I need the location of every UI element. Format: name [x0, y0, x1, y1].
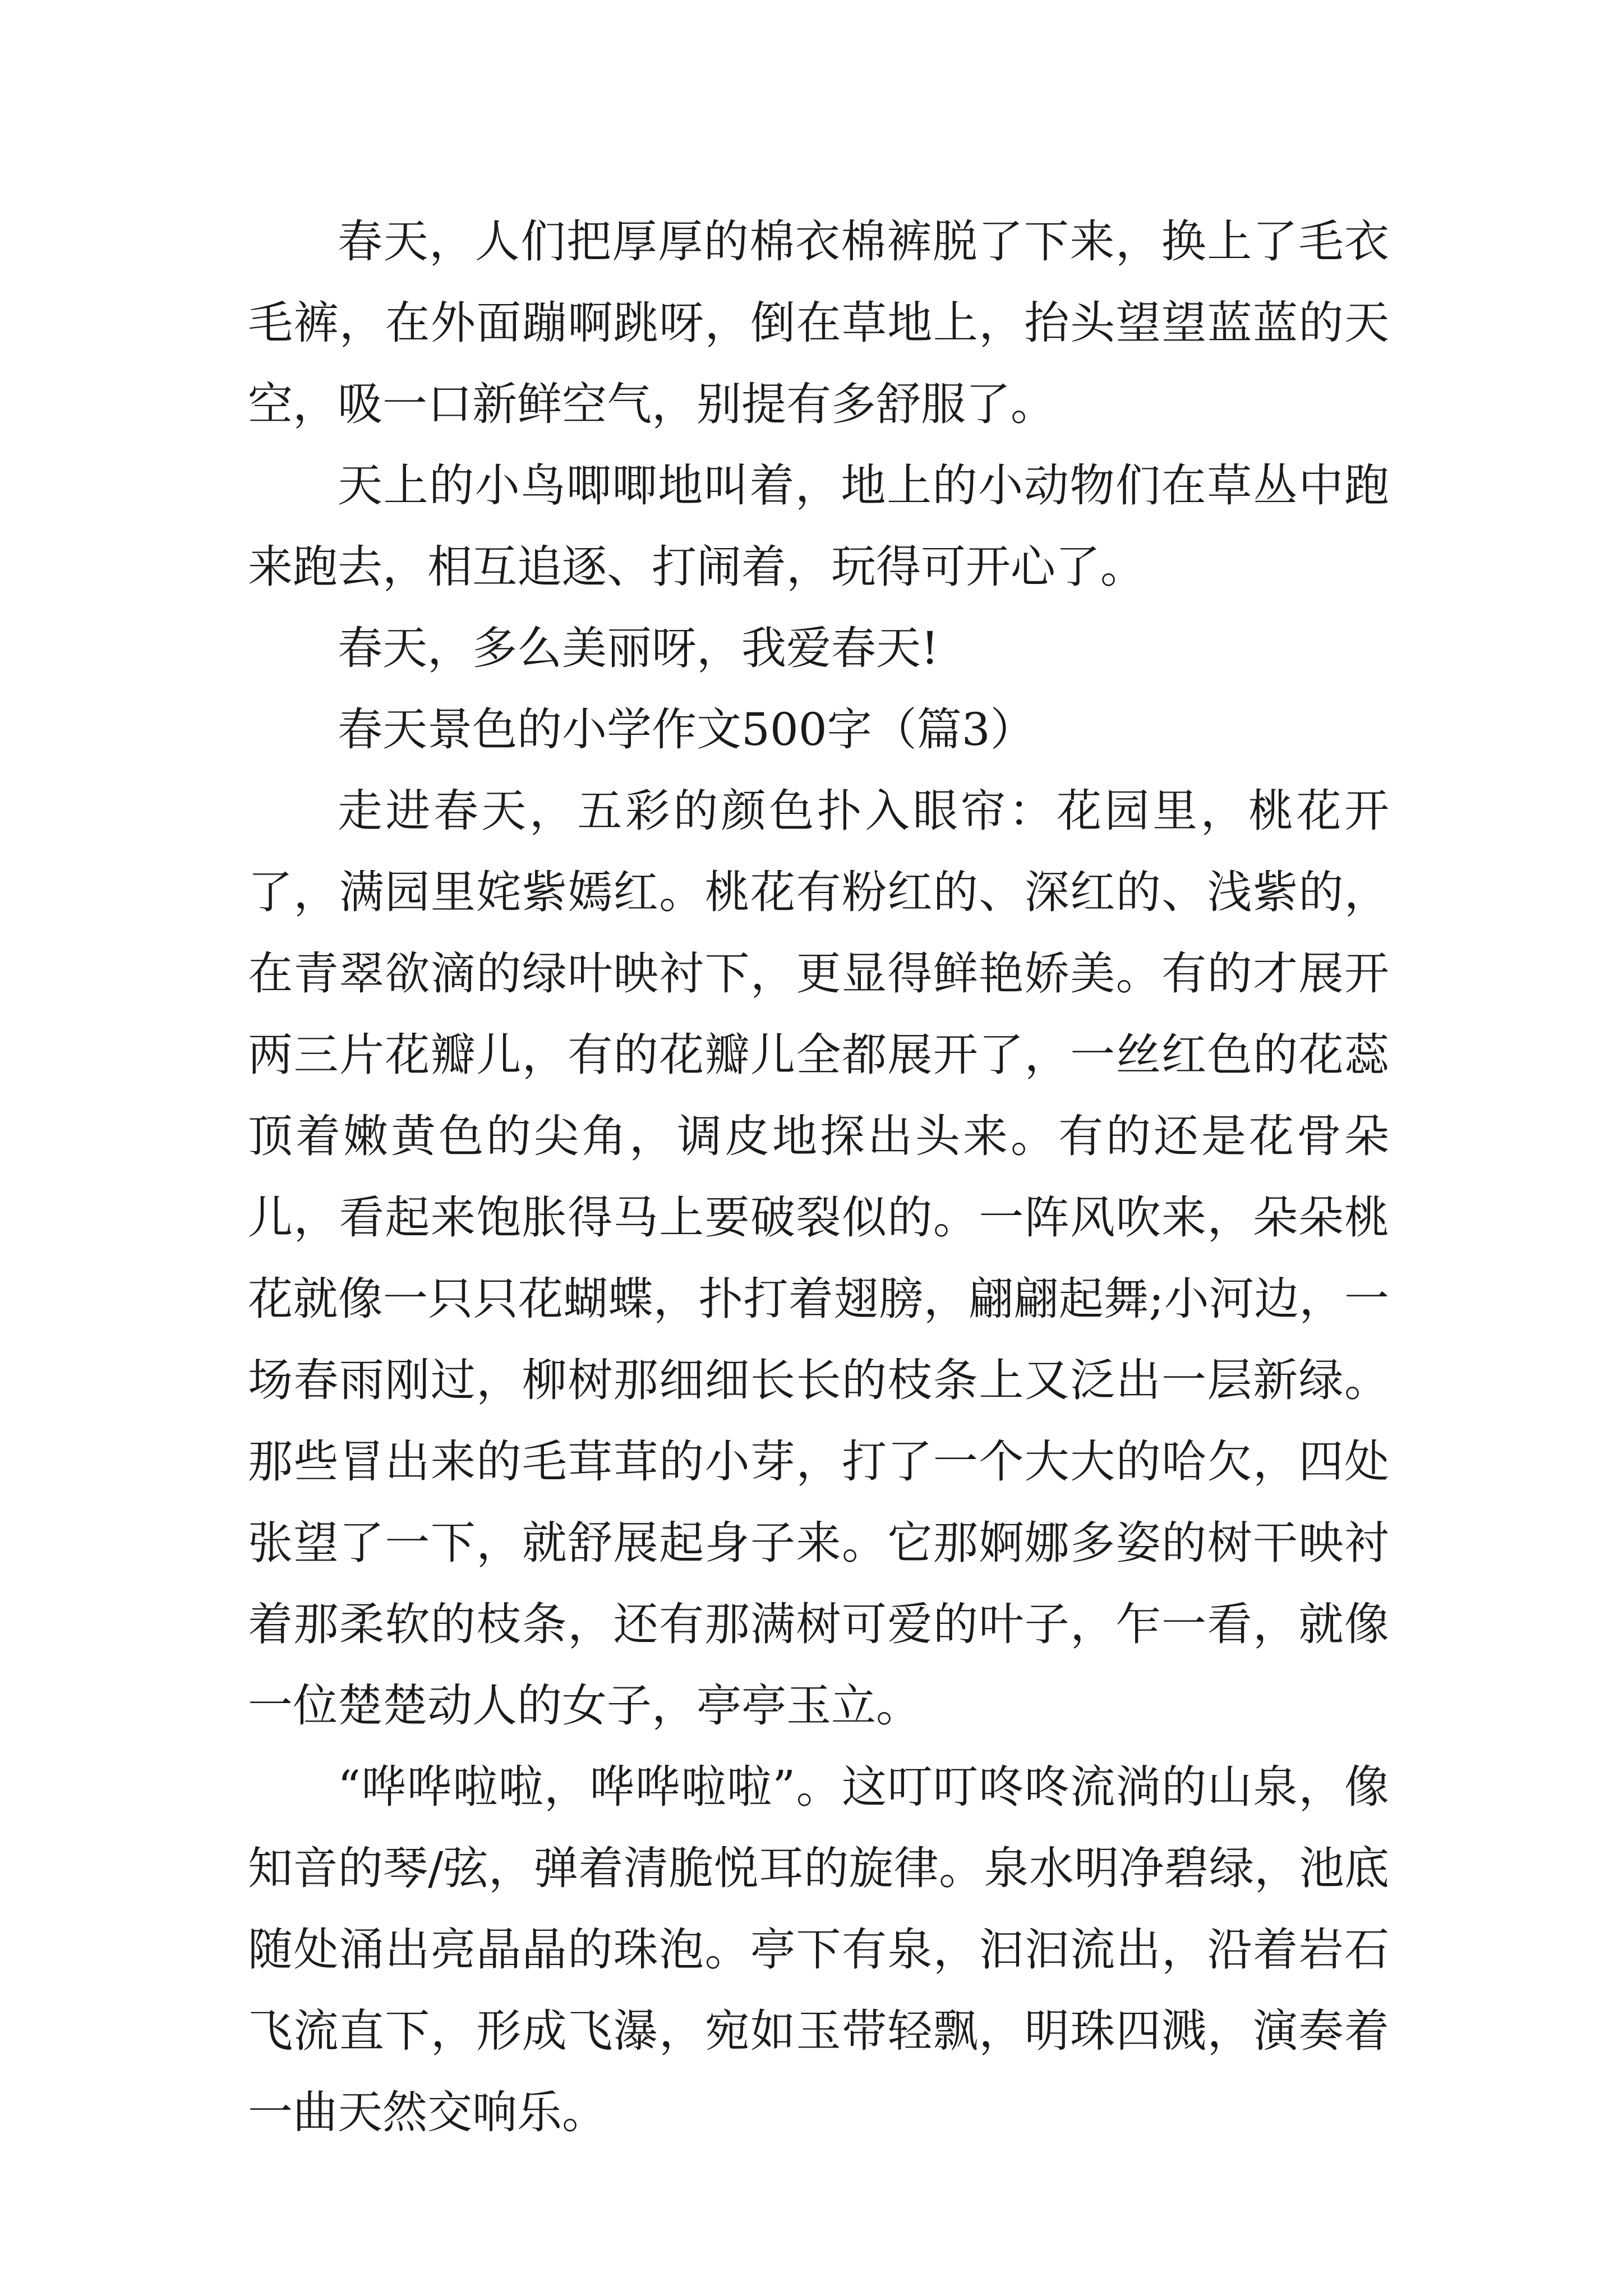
paragraph: 春天，多么美丽呀，我爱春天!: [338, 622, 939, 674]
paragraph: 天上的小鸟唧唧地叫着，地上的小动物们在草丛中跑来跑去，相互追逐、打闹着，玩得可开心了。: [248, 459, 1389, 593]
document-body: [248, 201, 1389, 2153]
paragraph: “哗哗啦啦，哗哗啦啦”。这叮叮咚咚流淌的山泉，像知音的琴/弦，弹着清脆悦耳的旋律。泉水明净碧绿，池底随处涌出亮晶晶的珠泡。亭下有泉，汩汩流出，沿着岩石飞流直下，形成飞瀑，宛如玉带轻飘，明珠四溅，演奏着一曲天然交响乐。: [248, 1761, 1389, 2138]
paragraph: 春天，人们把厚厚的棉衣棉裤脱了下来，换上了毛衣毛裤，在外面蹦啊跳呀，倒在草地上，抬头望望蓝蓝的天空，吸一口新鲜空气，别提有多舒服了。: [248, 215, 1389, 430]
paragraph: 走进春天，五彩的颜色扑入眼帘：花园里，桃花开了，满园里姹紫嫣红。桃花有粉红的、深红的、浅紫的，在青翠欲滴的绿叶映衬下，更显得鲜艳娇美。有的才展开两三片花瓣儿，有的花瓣儿全都展开了，一丝红色的花蕊顶着嫩黄色的尖角，调皮地探出头来。有的还是花骨朵儿，看起来饱胀得马上要破裂似的。一阵风吹来，朵朵桃花就像一只只花蝴蝶，扑打着翅膀，翩翩起舞;小河边，一场春雨刚过，柳树那细细长长的枝条上又泛出一层新绿。那些冒出来的毛茸茸的小芽，打了一个大大的哈欠，四处张望了一下，就舒展起身子来。它那婀娜多姿的树干映衬着那柔软的枝条，还有那满树可爱的叶子，乍一看，就像一位楚楚动人的女子，亭亭玉立。: [248, 785, 1389, 1732]
section-heading: 春天景色的小学作文500字（篇3）: [338, 703, 1035, 756]
